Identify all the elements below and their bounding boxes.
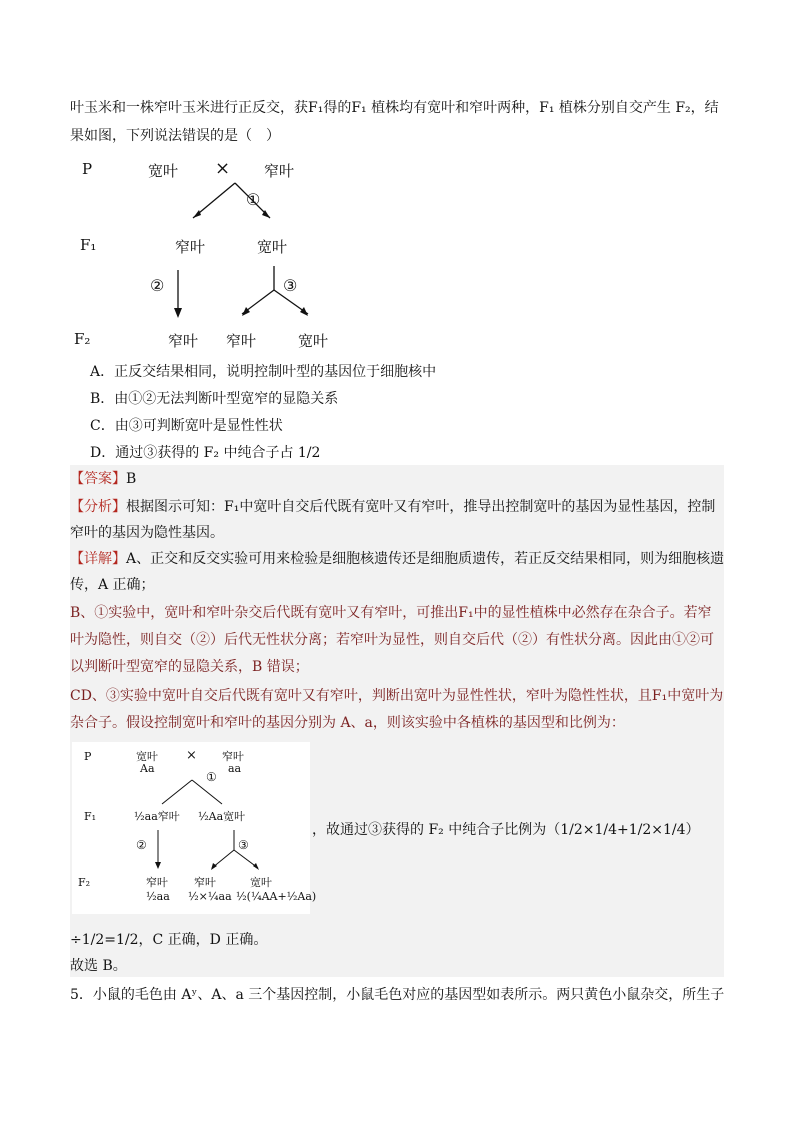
parent-narrow: 窄叶 <box>264 162 295 180</box>
question-line-1: 叶玉米和一株窄叶玉米进行正反交，获F₁得的F₁ 植株均有宽叶和窄叶两种，F₁ 植株分别自交产生 F₂，结 <box>70 100 719 116</box>
f2-narrow-b: 窄叶 <box>226 332 257 350</box>
generation-p: P <box>82 160 93 178</box>
g2-parent-wide-genotype: Aa <box>140 762 155 775</box>
g2-generation-f2: F₂ <box>78 876 91 889</box>
option-b: B．由①②无法判断叶型宽窄的显隐关系 <box>90 391 339 407</box>
g2-parent-narrow-genotype: aa <box>228 762 242 775</box>
answer-line <box>70 469 136 489</box>
detail-line-6: CD、③实验中宽叶自交后代既有宽叶又有窄叶，判断出宽叶为显性性状，窄叶为隐性性状，且F₁中宽叶为 <box>70 688 724 704</box>
g2-f2-c-genotype: ½(¼AA+½Aa) <box>236 890 317 903</box>
cross-label-1: ① <box>246 190 261 209</box>
analysis-line-1 <box>70 497 715 517</box>
parent-wide: 宽叶 <box>148 162 179 180</box>
genotype-figure-lines <box>72 742 310 914</box>
genotype-figure <box>72 742 317 914</box>
generation-f2: F₂ <box>74 330 91 348</box>
diagram-lines <box>0 0 794 370</box>
analysis-line-2: 窄叶的基因为隐性基因。 <box>70 525 224 541</box>
g2-parent-wide: 宽叶 <box>136 750 158 763</box>
cross-symbol: × <box>215 158 231 179</box>
option-a: A．正反交结果相同，说明控制叶型的基因位于细胞核中 <box>90 364 437 380</box>
detail-line-7: 杂合子。假设控制宽叶和窄叶的基因分别为 A、a，则该实验中各植株的基因型和比例为： <box>70 715 625 731</box>
conclusion-line-1: ÷1/2=1/2，C 正确，D 正确。 <box>70 932 268 948</box>
g2-f1-left: ½aa窄叶 <box>134 810 180 823</box>
next-question-line-1: 5．小鼠的毛色由 Aʸ、A、a 三个基因控制，小鼠毛色对应的基因型如表所示。两只黄色小鼠杂交，所生子 <box>70 987 725 1003</box>
detail-line-5: 以判断叶型宽窄的显隐关系，B 错误； <box>70 659 309 675</box>
option-d: D．通过③获得的 F₂ 中纯合子占 1/2 <box>90 445 321 461</box>
f1-wide: 宽叶 <box>257 238 288 256</box>
detail-line-1 <box>70 549 724 569</box>
g2-cross-label-1: ① <box>206 770 217 784</box>
detail-line-2: 传，A 正确； <box>70 577 155 593</box>
detail-line-3: B、①实验中，宽叶和窄叶杂交后代既有宽叶又有窄叶，可推出F₁中的显性植株中必然存在杂合子。若窄 <box>70 605 712 621</box>
g2-f2-a: 窄叶 <box>146 876 168 889</box>
f1-narrow: 窄叶 <box>175 238 206 256</box>
detail-tag: 【详解】 <box>70 551 126 567</box>
cross-label-3: ③ <box>283 276 298 295</box>
analysis-text-1: 根据图示可知：F₁中宽叶自交后代既有宽叶又有窄叶，推导出控制宽叶的基因为显性基因，控制 <box>126 499 716 515</box>
g2-generation-p: P <box>84 750 92 763</box>
g2-parent-narrow: 窄叶 <box>222 750 244 763</box>
arrowhead <box>174 308 182 318</box>
conclusion-line-2: 故选 B。 <box>70 958 127 974</box>
g2-f2-a-genotype: ½aa <box>146 890 170 903</box>
analysis-tag: 【分析】 <box>70 499 126 515</box>
f2-wide: 宽叶 <box>298 332 329 350</box>
f2-narrow-a: 窄叶 <box>168 332 199 350</box>
g2-cross-label-2: ② <box>136 838 147 852</box>
g2-generation-f1: F₁ <box>84 810 97 823</box>
g2-cross-label-3: ③ <box>238 838 249 852</box>
question-line-2: 果如图，下列说法错误的是（ ） <box>70 128 280 144</box>
option-c: C．由③可判断宽叶是显性性状 <box>90 418 283 434</box>
generation-f1: F₁ <box>80 236 97 254</box>
detail-line-4: 叶为隐性，则自交（②）后代无性状分离；若窄叶为显性，则自交后代（②）有性状分离。因此由①②可 <box>70 632 714 648</box>
detail-text-1: A、正交和反交实验可用来检验是细胞核遗传还是细胞质遗传，若正反交结果相同，则为细胞核遗 <box>126 551 725 567</box>
g2-cross-symbol: × <box>186 748 197 763</box>
cross-label-2: ② <box>150 276 165 295</box>
g2-f2-c: 宽叶 <box>250 876 272 889</box>
g2-f1-right: ½Aa宽叶 <box>198 810 246 823</box>
g2-f2-b-genotype: ½×¼aa <box>188 890 232 903</box>
arrowhead <box>300 307 308 316</box>
g2-f2-b: 窄叶 <box>194 876 216 889</box>
after-diagram-text: ，故通过③获得的 F₂ 中纯合子比例为（1/2×1/4+1/2×1/4） <box>312 822 700 838</box>
answer-value: B <box>126 471 137 487</box>
answer-tag: 【答案】 <box>70 471 126 487</box>
arrowhead <box>193 210 201 218</box>
